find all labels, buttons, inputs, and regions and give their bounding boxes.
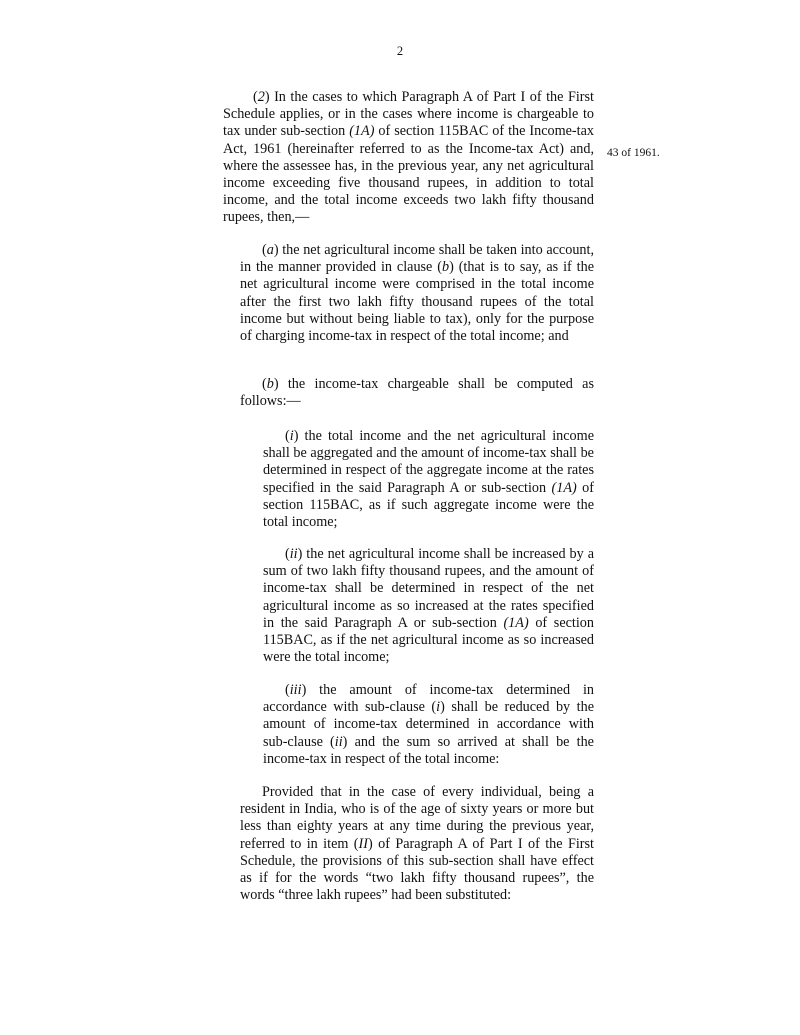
text-run: ) of Paragraph A of Part I of the First Schedule, the provisions of this sub-section shall have effect as if for the words “two lakh fifty thousand rupees”, the words “three lakh rupees” had been substituted: xyxy=(240,835,594,904)
text-run: ( xyxy=(253,89,258,105)
text-run: ( xyxy=(285,682,290,698)
clause-b xyxy=(240,376,594,410)
text-run: of section 115BAC, as if such aggregate income were the total income; xyxy=(263,479,595,531)
page-number: 2 xyxy=(396,44,404,58)
text-run: ) (that is to say, as if the net agricultural income were comprised in the total income after the first two lakh fifty thousand rupees of the total income but without being liable to tax), only for the purpose of charging income-tax in respect of the total income; and xyxy=(240,259,594,345)
italic-text-run: (1A) xyxy=(503,614,529,631)
margin-note-act-reference: 43 of 1961. xyxy=(607,147,660,159)
text-run: ( xyxy=(285,546,290,562)
text-run: ) the income-tax chargeable shall be computed as follows:— xyxy=(240,376,594,410)
italic-text-run: (1A) xyxy=(349,123,375,140)
text-run: ( xyxy=(262,242,267,258)
paragraph-sub-section-2 xyxy=(223,89,594,227)
sub-clause-iii xyxy=(263,682,594,768)
proviso-paragraph xyxy=(240,784,594,904)
clause-a xyxy=(240,242,594,345)
text-run: of section 115BAC of the Income-tax Act, 1961 (hereinafter referred to as the Income-tax Act) and, where the assessee has, in the previous year, any net agricultural income exceeding five thousand rupees, in addition to total income, and the total income exceeds two lakh fifty thousand rupees, then,— xyxy=(223,123,594,226)
sub-clause-i xyxy=(263,428,594,531)
text-run: ) the net agricultural income shall be taken into account, in the manner provided in clause ( xyxy=(240,242,594,276)
text-run: ( xyxy=(285,428,290,444)
italic-text-run: II xyxy=(358,835,368,852)
text-run: ) and the sum so arrived at shall be the income-tax in respect of the total income: xyxy=(263,733,594,767)
italic-text-run: ii xyxy=(334,733,343,750)
text-run: Provided that in the case of every individual, being a resident in India, who is of the age of sixty years or more but less than eighty years at any time during the previous year, referred to in item ( xyxy=(240,784,594,852)
italic-text-run: (1A) xyxy=(551,479,577,496)
text-run: ) shall be reduced by the amount of income-tax determined in accordance with sub-clause ( xyxy=(263,699,594,750)
text-run: ) In the cases to which Paragraph A of Part I of the First Schedule applies, or in the cases where income is chargeable to tax under sub-section xyxy=(223,89,594,140)
italic-text-run: iii xyxy=(289,682,302,698)
italic-text-run: 2 xyxy=(257,89,265,105)
text-run: ) the total income and the net agricultural income shall be aggregated and the amount of income-tax shall be determined in respect of the aggregate income at the rates specified in the said Paragraph A or sub-section xyxy=(263,428,594,496)
italic-text-run: i xyxy=(436,699,441,716)
italic-text-run: a xyxy=(266,242,274,258)
text-run: ) the amount of income-tax determined in accordance with sub-clause ( xyxy=(263,682,594,716)
italic-text-run: b xyxy=(441,259,450,276)
text-run: of section 115BAC, as if the net agricultural income as so increased were the total income; xyxy=(263,614,594,666)
sub-clause-ii xyxy=(263,546,594,666)
text-run: ) the net agricultural income shall be increased by a sum of two lakh fifty thousand rupees, and the amount of income-tax shall be determined in respect of the net agricultural income as so increased at the rates specified in the said Paragraph A or sub-section xyxy=(263,546,594,631)
text-run: ( xyxy=(262,376,267,392)
italic-text-run: ii xyxy=(289,546,298,562)
italic-text-run: b xyxy=(266,376,274,392)
italic-text-run: i xyxy=(289,428,294,444)
